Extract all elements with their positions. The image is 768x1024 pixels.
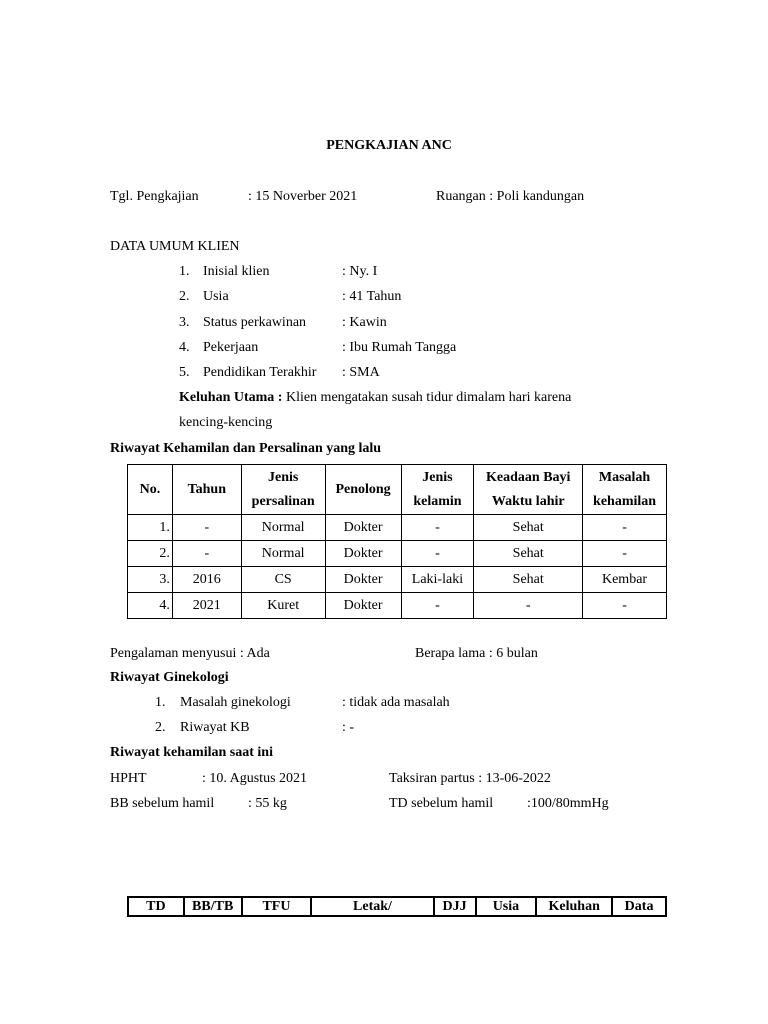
table-cell: Sehat: [474, 541, 583, 567]
table-row: [128, 593, 667, 619]
table-cell: Sehat: [474, 515, 583, 541]
riwayat-kehamilan-ini-heading: Riwayat kehamilan saat ini: [110, 745, 273, 760]
column-header: Data: [612, 897, 666, 916]
table-cell: Kembar: [583, 567, 667, 593]
list-item-number: 4.: [179, 340, 190, 355]
td-sebelum-hamil-value: :100/80mmHg: [527, 796, 609, 811]
table-cell: 2016: [172, 567, 241, 593]
column-header: TD: [128, 897, 184, 916]
list-item-number: 1.: [179, 264, 190, 279]
masalah-ginekologi-label: Masalah ginekologi: [180, 695, 291, 710]
list-item-number: 2.: [155, 720, 166, 735]
table-cell: -: [401, 541, 474, 567]
table-cell: -: [583, 593, 667, 619]
column-header: Keluhan: [536, 897, 612, 916]
table-cell: Normal: [241, 515, 325, 541]
status-perkawinan-label: Status perkawinan: [203, 315, 307, 330]
table-row: [128, 515, 667, 541]
riwayat-kehamilan-table: [127, 464, 667, 619]
table-cell: 2.: [128, 541, 173, 567]
column-header: Usia: [476, 897, 537, 916]
table-cell: Dokter: [325, 593, 401, 619]
table-cell: Dokter: [325, 515, 401, 541]
status-perkawinan-value: : Kawin: [342, 315, 387, 330]
page-title: PENGKAJIAN ANC: [326, 138, 452, 153]
table-cell: -: [172, 515, 241, 541]
usia-value: : 41 Tahun: [342, 289, 402, 304]
column-header: Letak/: [311, 897, 433, 916]
table-cell: 4.: [128, 593, 173, 619]
table-header-row: [128, 897, 666, 916]
taksiran-partus: Taksiran partus : 13-06-2022: [389, 771, 551, 786]
bb-sebelum-hamil-value: : 55 kg: [248, 796, 287, 811]
table-cell: Kuret: [241, 593, 325, 619]
table-cell: Sehat: [474, 567, 583, 593]
pendidikan-label: Pendidikan Terakhir: [203, 365, 317, 380]
table-header-row: [128, 465, 667, 515]
table-cell: Normal: [241, 541, 325, 567]
hpht-label: HPHT: [110, 771, 147, 786]
keluhan-utama-text: Klien mengatakan susah tidur dimalam hari karena: [285, 390, 572, 405]
keluhan-utama-continued: kencing-kencing: [179, 415, 273, 430]
table-cell: -: [474, 593, 583, 619]
keluhan-utama-label: Keluhan Utama :: [179, 390, 283, 405]
column-header: BB/TB: [184, 897, 242, 916]
list-item-number: 5.: [179, 365, 190, 380]
list-item-number: 3.: [179, 315, 190, 330]
table-row: [128, 567, 667, 593]
table-cell: 1.: [128, 515, 173, 541]
table-cell: -: [583, 515, 667, 541]
column-header: TFU: [242, 897, 312, 916]
tgl-pengkajian-label: Tgl. Pengkajian: [110, 189, 199, 204]
table-cell: 2021: [172, 593, 241, 619]
pengalaman-menyusui: Pengalaman menyusui : Ada: [110, 646, 270, 661]
pemeriksaan-table: [127, 896, 667, 917]
usia-label: Usia: [203, 289, 229, 304]
bb-sebelum-hamil-label: BB sebelum hamil: [110, 796, 215, 811]
riwayat-kb-value: : -: [342, 720, 355, 735]
list-item-number: 1.: [155, 695, 166, 710]
column-header: Penolong: [325, 465, 401, 515]
riwayat-ginekologi-heading: Riwayat Ginekologi: [110, 670, 229, 685]
keluhan-utama: [179, 390, 571, 406]
column-header: Masalah kehamilan: [583, 465, 667, 515]
inisial-klien-label: Inisial klien: [203, 264, 270, 279]
table-cell: -: [583, 541, 667, 567]
inisial-klien-value: : Ny. I: [342, 264, 378, 279]
column-header: Keadaan Bayi Waktu lahir: [474, 465, 583, 515]
hpht-value: : 10. Agustus 2021: [202, 771, 308, 786]
table-cell: -: [172, 541, 241, 567]
ruangan: Ruangan : Poli kandungan: [436, 189, 585, 204]
td-sebelum-hamil-label: TD sebelum hamil: [389, 796, 494, 811]
column-header: No.: [128, 465, 173, 515]
data-umum-heading: DATA UMUM KLIEN: [110, 239, 240, 254]
column-header: Jenis kelamin: [401, 465, 474, 515]
table-cell: Dokter: [325, 541, 401, 567]
tgl-pengkajian-value: : 15 Noverber 2021: [248, 189, 358, 204]
pendidikan-value: : SMA: [342, 365, 380, 380]
table-row: [128, 541, 667, 567]
list-item-number: 2.: [179, 289, 190, 304]
column-header: DJJ: [434, 897, 476, 916]
table-cell: Dokter: [325, 567, 401, 593]
berapa-lama: Berapa lama : 6 bulan: [415, 646, 538, 661]
table-cell: -: [401, 515, 474, 541]
table-cell: CS: [241, 567, 325, 593]
column-header: Jenis persalinan: [241, 465, 325, 515]
table-cell: Laki-laki: [401, 567, 474, 593]
table-cell: 3.: [128, 567, 173, 593]
pekerjaan-label: Pekerjaan: [203, 340, 259, 355]
masalah-ginekologi-value: : tidak ada masalah: [342, 695, 450, 710]
table-cell: -: [401, 593, 474, 619]
riwayat-kb-label: Riwayat KB: [180, 720, 250, 735]
riwayat-lalu-heading: Riwayat Kehamilan dan Persalinan yang lalu: [110, 441, 382, 456]
pekerjaan-value: : Ibu Rumah Tangga: [342, 340, 457, 355]
column-header: Tahun: [172, 465, 241, 515]
